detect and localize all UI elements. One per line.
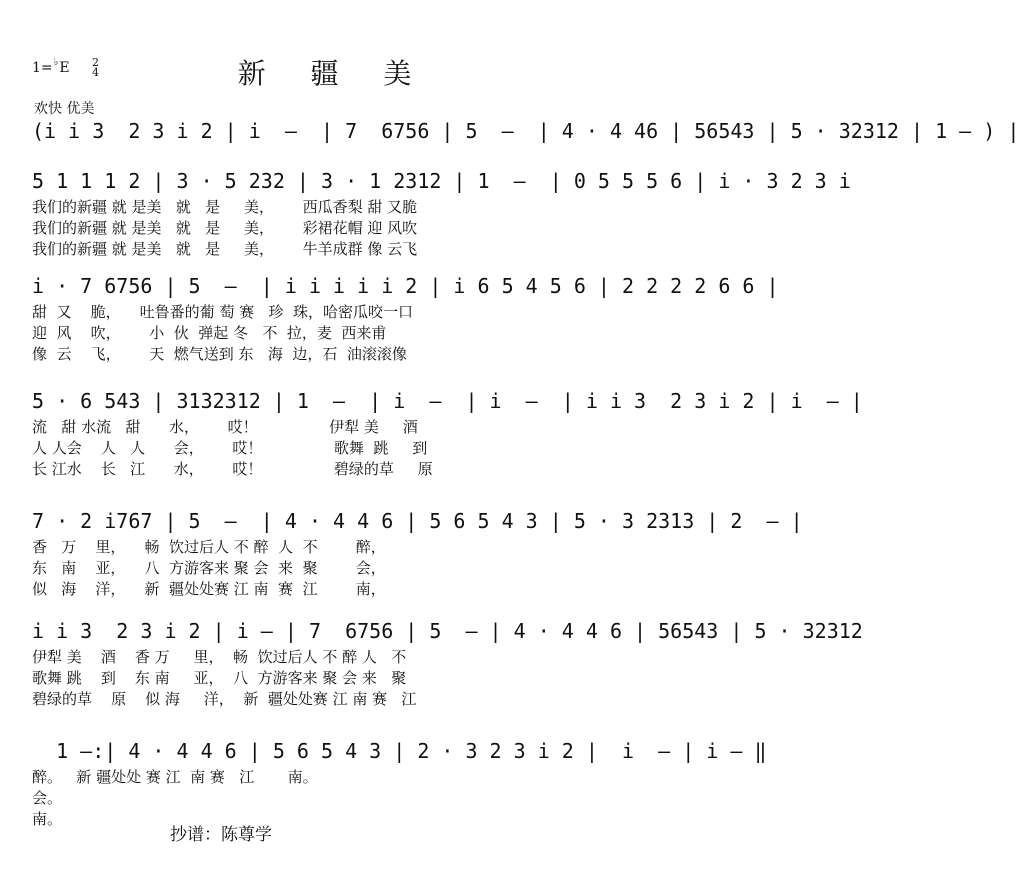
lyric-row: 歌舞 跳 到 东 南 亚， 八 方游客来 聚 会 来 聚 [32, 669, 407, 687]
note-row: 7 · 2 i767 | 5 – | 4 · 4 4 6 | 5 6 5 4 3 | 5 · 3 2313 | 2 – | [32, 509, 803, 533]
lyric-row: 会。 [32, 789, 63, 807]
score-line [32, 735, 767, 830]
lyric-row: 迎 风 吹， 小 伙 弹起 冬 不 拉，麦 西来甫 [32, 324, 387, 342]
key-letter: E [59, 60, 70, 76]
key-prefix: 1= [32, 60, 53, 76]
score-line [32, 615, 863, 710]
score-line [32, 270, 779, 365]
flat-sign: ♭ [53, 57, 59, 68]
transcriber-credit: 抄谱：陈尊学 [170, 825, 272, 845]
note-row: i i 3 2 3 i 2 | i – | 7 6756 | 5 – | 4 · 4 4 6 | 56543 | 5 · 32312 [32, 619, 863, 643]
lyric-row: 伊犁 美 酒 香 万 里， 畅 饮过后人 不 醉 人 不 [32, 648, 407, 666]
lyric-row: 我们的新疆 就 是美 就 是 美， 西瓜香梨 甜 又脆 [32, 198, 418, 216]
lyric-row: 似 海 洋， 新 疆处处赛 江 南 赛 江 南， [32, 580, 386, 598]
lyric-row: 南。 [32, 810, 63, 828]
tempo-marking: 欢快 优美 [34, 101, 95, 117]
lyric-row: 人 人会 人 人 会， 哎！ 歌舞 跳 到 [32, 439, 428, 457]
lyric-row: 我们的新疆 就 是美 就 是 美， 牛羊成群 像 云飞 [32, 240, 418, 258]
lyric-row: 像 云 飞， 天 燃气送到 东 海 边，石 油滚滚像 [32, 345, 407, 363]
lyric-row: 醉。 新 疆处处 赛 江 南 赛 江 南。 [32, 768, 318, 786]
song-title: 新 疆 美 [237, 57, 430, 90]
lyric-row: 东 南 亚， 八 方游客来 聚 会 来 聚 会， [32, 559, 386, 577]
lyric-row: 长 江水 长 江 水， 哎！ 碧绿的草 原 [32, 460, 433, 478]
score-line [32, 505, 803, 600]
score-line [32, 165, 851, 260]
lyric-row: 香 万 里， 畅 饮过后人 不 醉 人 不 醉， [32, 538, 386, 556]
score-line [32, 385, 863, 480]
lyric-row: 我们的新疆 就 是美 就 是 美， 彩裙花帽 迎 风吹 [32, 219, 418, 237]
time-top: 2 [92, 56, 99, 69]
time-bottom: 4 [92, 66, 99, 79]
note-row: 5 · 6 543 | 3132312 | 1 – | i – | i – | i i 3 2 3 i 2 | i – | [32, 389, 863, 413]
note-row: (i i 3 2 3 i 2 | i – | 7 6756 | 5 – | 4 · 4 46 | 56543 | 5 · 32312 | 1 – ) | [32, 119, 1019, 143]
note-row: i · 7 6756 | 5 – | i i i i i 2 | i 6 5 4 5 6 | 2 2 2 2 6 6 | [32, 274, 779, 298]
lyric-row: 甜 又 脆， 吐鲁番的葡 萄 赛 珍 珠，哈密瓜咬一口 [32, 303, 414, 321]
lyric-row: 流 甜 水流 甜 水， 哎！ 伊犁 美 酒 [32, 418, 418, 436]
lyric-row: 碧绿的草 原 似 海 洋， 新 疆处处赛 江 南 赛 江 [32, 690, 417, 708]
score-line [32, 115, 1019, 147]
note-row: 5 1 1 1 2 | 3 · 5 232 | 3 · 1 2312 | 1 – | 0 5 5 5 6 | i · 3 2 3 i [32, 169, 851, 193]
note-row: 1 –:| 4 · 4 4 6 | 5 6 5 4 3 | 2 · 3 2 3 i 2 | i – | i – ‖ [32, 739, 767, 763]
